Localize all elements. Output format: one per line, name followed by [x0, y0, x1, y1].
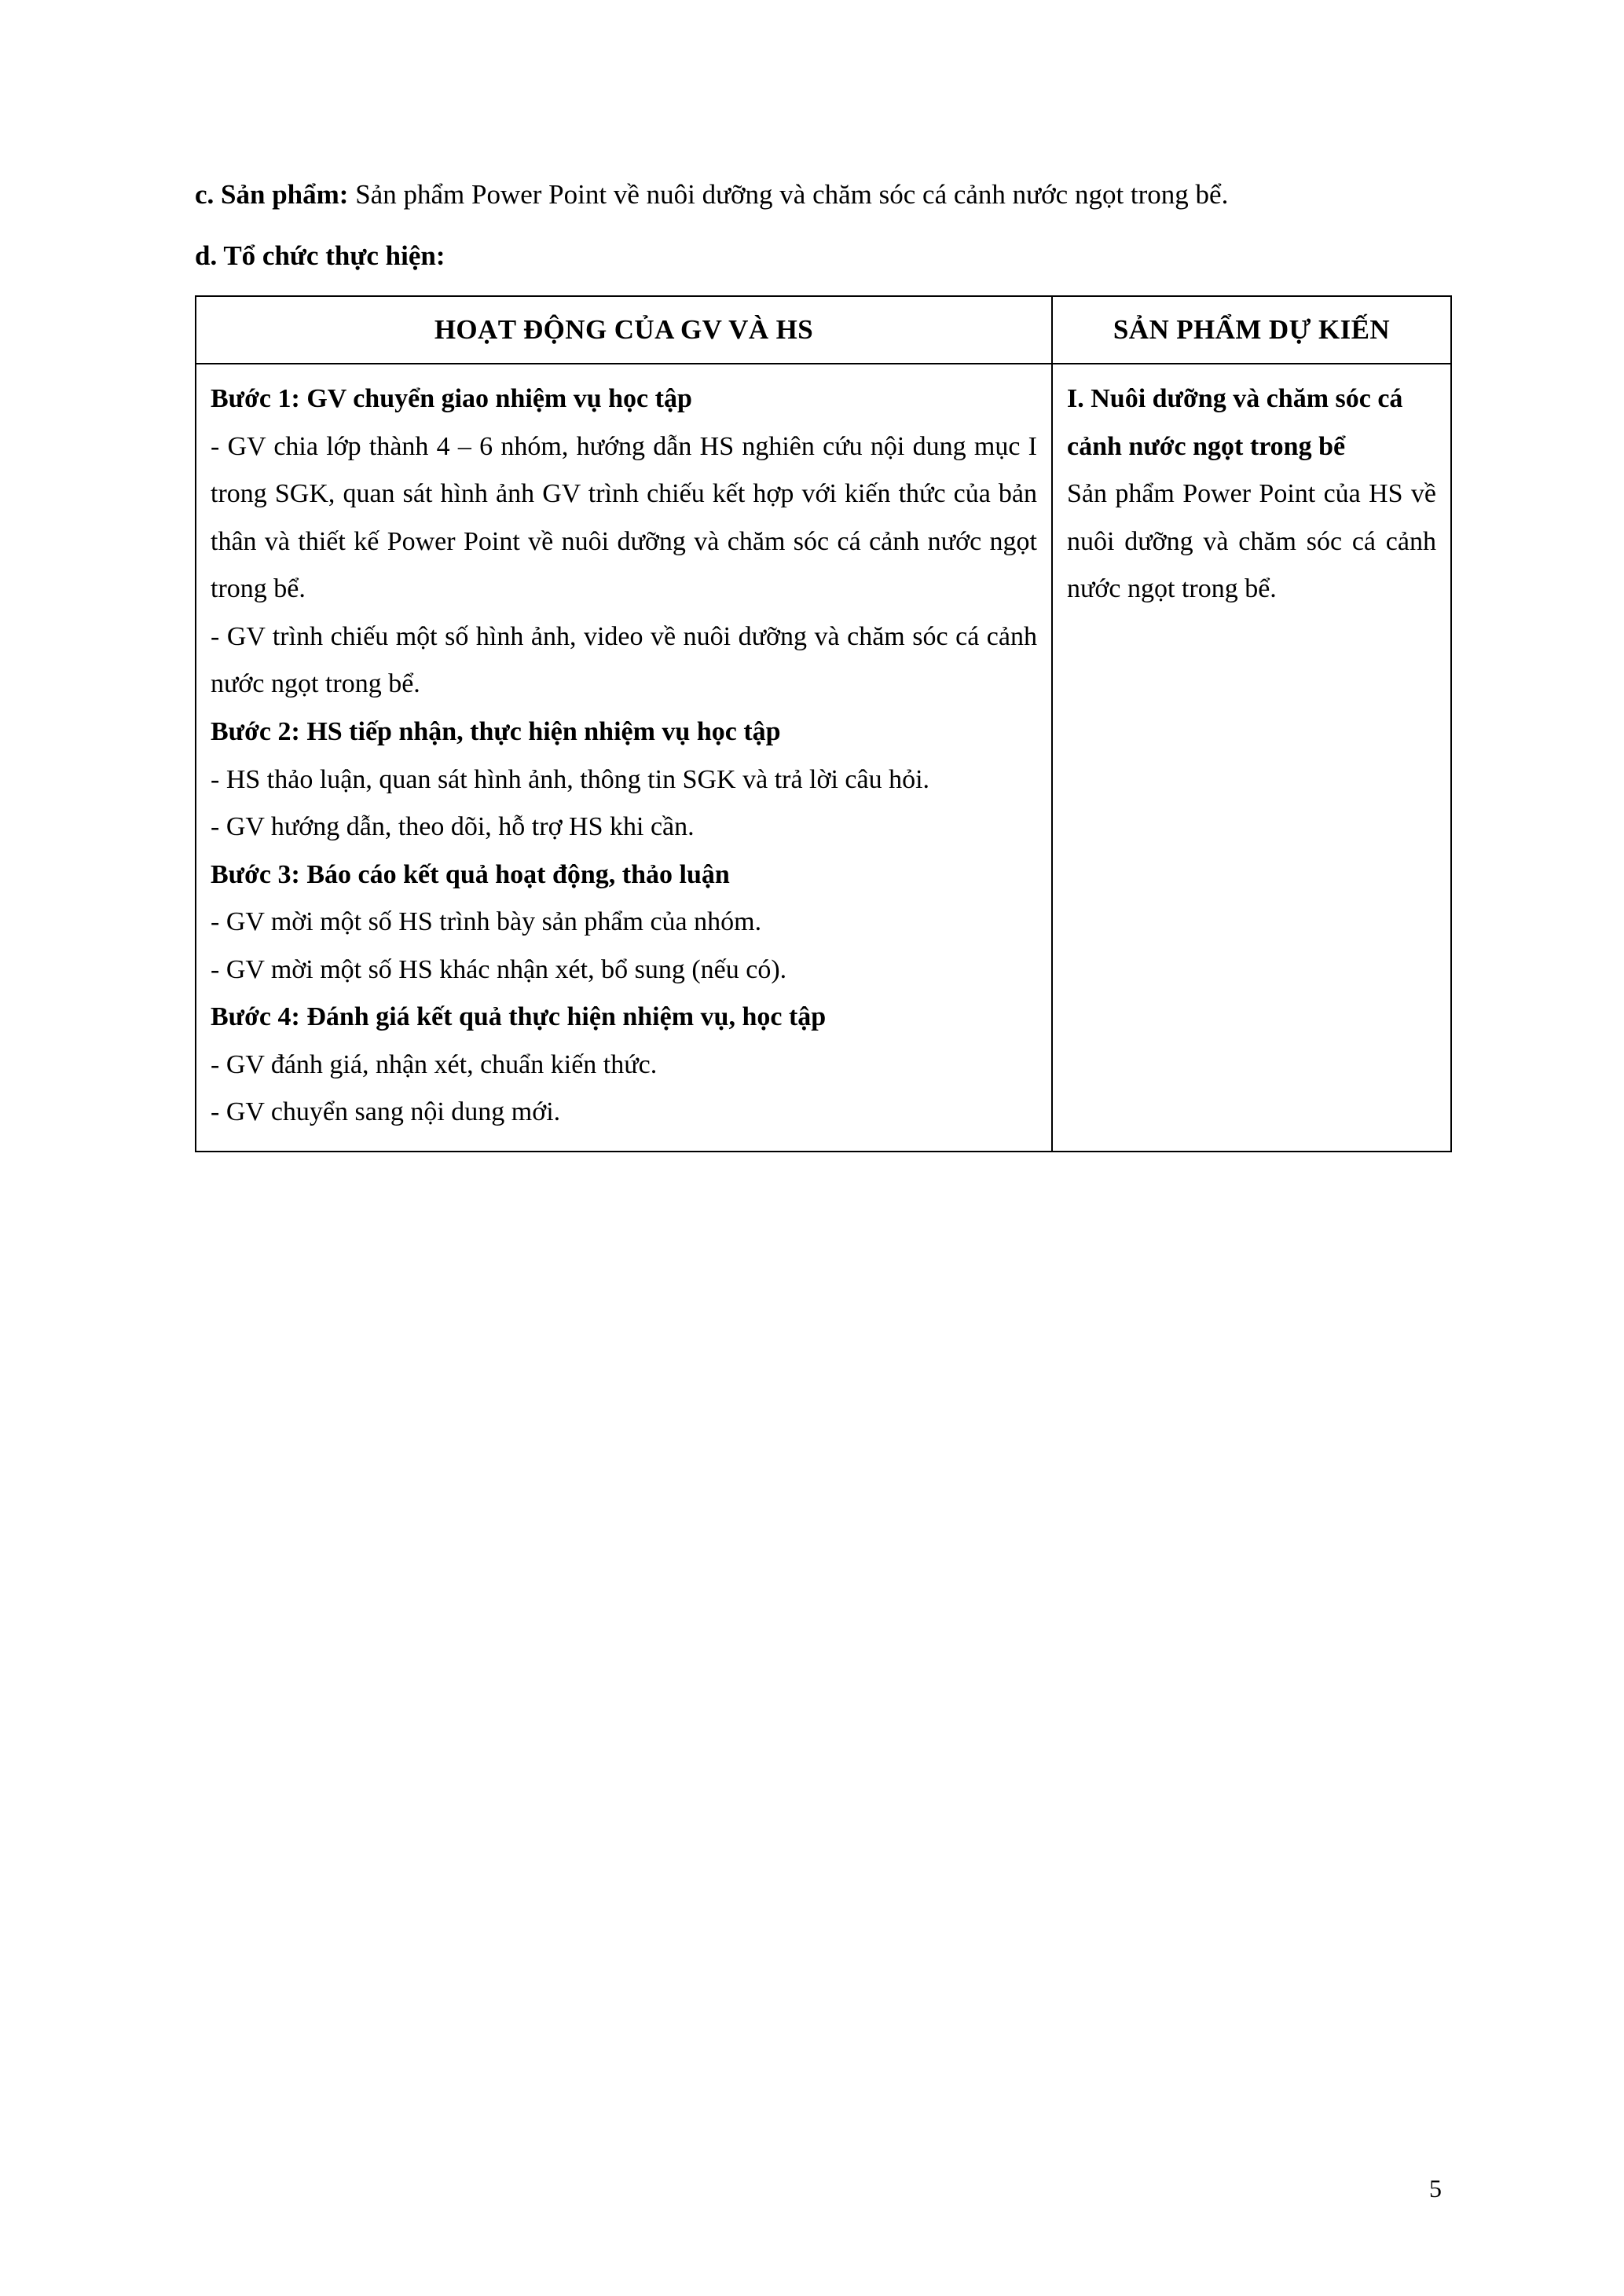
activity-table — [195, 295, 1452, 1152]
step-2-title: Bước 2: HS tiếp nhận, thực hiện nhiệm vụ học tập — [211, 716, 781, 746]
step-3-detail-1: - GV mời một số HS trình bày sản phẩm của nhóm. — [211, 907, 762, 937]
step-4-detail-1: - GV đánh giá, nhận xét, chuẩn kiến thức. — [211, 1049, 658, 1079]
activities-content — [211, 375, 1037, 1136]
section-heading: d. Tổ chức thực hiện: — [195, 240, 445, 272]
page-number: 5 — [1429, 2174, 1442, 2203]
activities-cell — [196, 364, 1052, 1151]
table-row — [196, 364, 1451, 1151]
product-section-title: I. Nuôi dưỡng và chăm sóc cá cảnh nước ngọt trong bể — [1067, 384, 1403, 461]
expected-products-content — [1067, 375, 1436, 613]
product-label: c. Sản phẩm: — [195, 179, 349, 210]
product-text: Sản phẩm Power Point về nuôi dưỡng và chăm sóc cá cảnh nước ngọt trong bể. — [348, 179, 1229, 210]
table-header-row — [196, 296, 1451, 364]
product-paragraph — [195, 171, 1443, 218]
table-header-products: SẢN PHẨM DỰ KIẾN — [1052, 296, 1451, 364]
step-1-detail-1: - GV chia lớp thành 4 – 6 nhóm, hướng dẫn HS nghiên cứu nội dung mục I trong SGK, quan sát hình ảnh GV trình chiếu kết hợp với kiến thức của bản thân và thiết kế Power Point về nuôi dưỡng và chăm sóc cá cảnh nước ngọt trong bể. — [211, 431, 1037, 604]
table-header-activities: HOẠT ĐỘNG CỦA GV VÀ HS — [196, 296, 1052, 364]
step-3-detail-2: - GV mời một số HS khác nhận xét, bổ sung (nếu có). — [211, 954, 787, 984]
expected-products-cell — [1052, 364, 1451, 1151]
step-2-detail-2: - GV hướng dẫn, theo dõi, hỗ trợ HS khi cần. — [211, 812, 695, 842]
step-3-title: Bước 3: Báo cáo kết quả hoạt động, thảo luận — [211, 859, 730, 889]
step-2-detail-1: - HS thảo luận, quan sát hình ảnh, thông tin SGK và trả lời câu hỏi. — [211, 764, 930, 794]
step-4-detail-2: - GV chuyển sang nội dung mới. — [211, 1097, 561, 1127]
step-1-title: Bước 1: GV chuyển giao nhiệm vụ học tập — [211, 384, 692, 414]
step-4-title: Bước 4: Đánh giá kết quả thực hiện nhiệm vụ, học tập — [211, 1002, 827, 1032]
product-section-detail: Sản phẩm Power Point của HS về nuôi dưỡng và chăm sóc cá cảnh nước ngọt trong bể. — [1067, 479, 1436, 604]
step-1-detail-2: - GV trình chiếu một số hình ảnh, video về nuôi dưỡng và chăm sóc cá cảnh nước ngọt trong bể. — [211, 621, 1037, 699]
